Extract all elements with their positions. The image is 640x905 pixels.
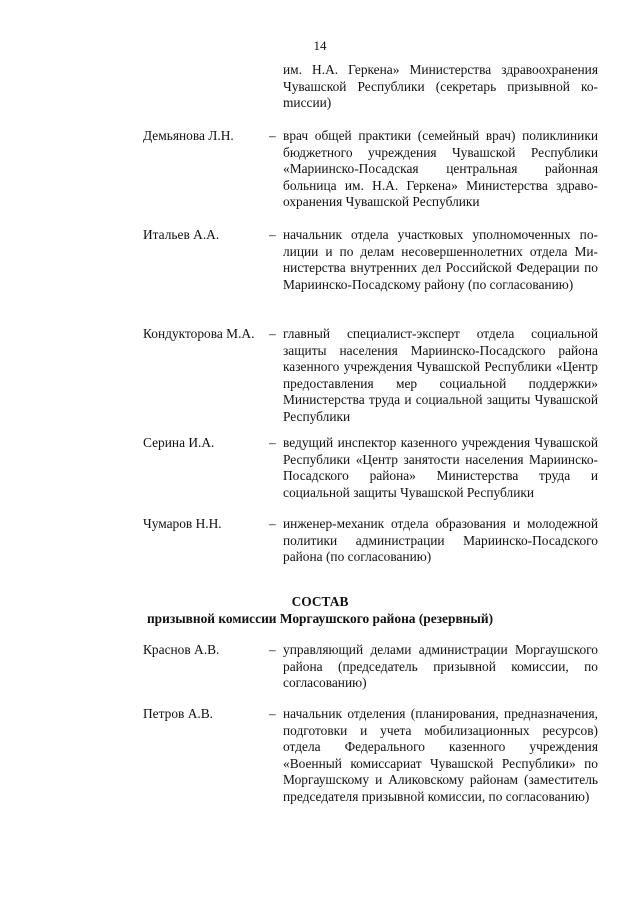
dash-separator: – xyxy=(269,128,276,143)
page-number: 14 xyxy=(313,38,327,53)
continuation-text: им. Н.А. Геркена» Министерства здравоохранения Чувашской Республики (секретарь призывной коmиссии) xyxy=(283,62,598,111)
member-position: ведущий инспектор казенного учреждения Чувашской Республики «Центр занятости населения Мариинско-Посадского района» Министерства труда и социальной защиты Чувашской Республики xyxy=(283,435,598,500)
member-entry xyxy=(143,326,598,426)
section-title: СОСТАВ xyxy=(291,594,349,609)
member-entry xyxy=(143,516,598,566)
member-name: Кондукторова М.А. xyxy=(143,326,255,341)
dash-separator: – xyxy=(269,326,276,341)
dash-separator: – xyxy=(269,227,276,242)
dash-separator: – xyxy=(269,516,276,531)
member-position: инженер-механик отдела образования и молодежной политики администрации Мариинско-Посадского района (по согласованию) xyxy=(283,516,598,565)
member-name: Демьянова Л.Н. xyxy=(143,128,234,143)
member-entry xyxy=(143,227,598,293)
dash-separator: – xyxy=(269,706,276,721)
member-position: начальник отдела участковых уполномоченных полиции и по делам несовершеннолетних отдела Министерства внутренних дел Российской Федерации по Мариинско-Посадскому району (по согласованию) xyxy=(283,227,598,292)
section-heading xyxy=(0,593,640,627)
member-name: Серина И.А. xyxy=(143,435,215,450)
member-name: Чумаров Н.Н. xyxy=(143,516,222,531)
member-position: начальник отделения (планирования, предназначения, подготовки и учета мобилизационных ресурсов) отдела Федерального казенного учреждения «Военный комиссариат Чувашской Республики» по Моргаушскому и Аликовскому районам (заместитель председателя призывной комиссии, по согласованию) xyxy=(283,706,598,804)
member-entry xyxy=(143,435,598,501)
member-entry xyxy=(143,128,598,211)
member-name: Петров А.В. xyxy=(143,706,213,721)
member-entry xyxy=(143,642,598,692)
member-entry xyxy=(143,706,598,806)
dash-separator: – xyxy=(269,435,276,450)
member-position: управляющий делами администрации Моргаушского района (председатель призывной комиссии, по согласованию) xyxy=(283,642,598,691)
section-subtitle: призывной комиссии Моргаушского района (резервный) xyxy=(146,611,494,626)
member-name: Итальев А.А. xyxy=(143,227,220,242)
dash-separator: – xyxy=(269,642,276,657)
member-name: Краснов А.В. xyxy=(143,642,220,657)
member-position: главный специалист-эксперт отдела социальной защиты населения Мариинско-Посадского района казенного учреждения Чувашской Республики «Центр предоставления мер социальной поддержки» Министерства труда и социальной защиты Чувашской Республики xyxy=(283,326,598,424)
member-position: врач общей практики (семейный врач) поликлиники бюджетного учреждения Чувашской Республики «Мариинско-Посадская центральная районная больница им. Н.А. Геркена» Министерства здравоохранения Чувашской Республики xyxy=(283,128,598,210)
